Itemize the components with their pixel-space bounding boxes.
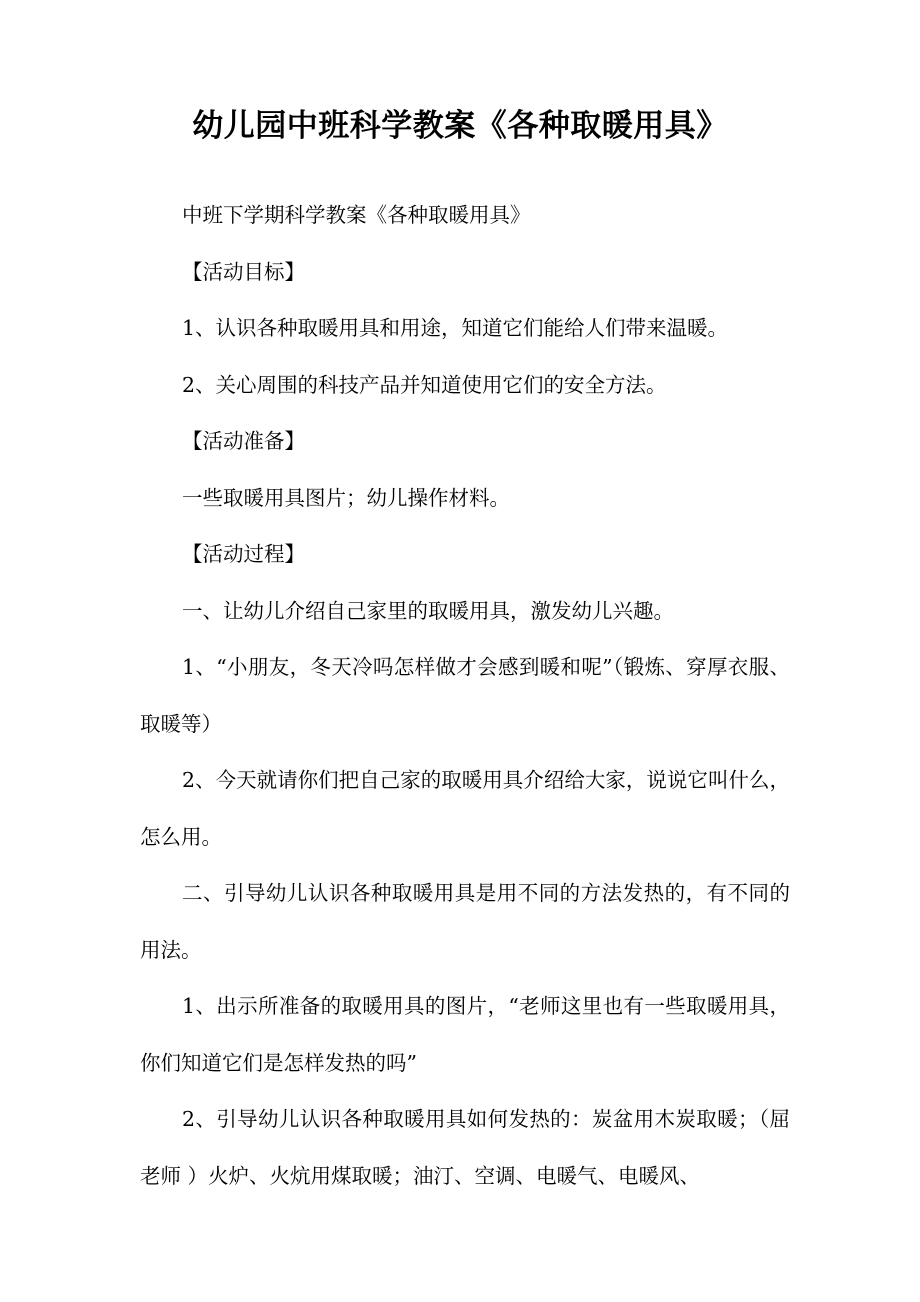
document-body (140, 187, 790, 1204)
paragraph-preparation: 一些取暖用具图片；幼儿操作材料。 (182, 485, 510, 510)
heading-activity-process: 【活动过程】 (182, 542, 305, 566)
paragraph-goal-2: 2、关心周围的科技产品并知道使用它们的安全方法。 (182, 372, 667, 397)
paragraph-step-two: 二、引导幼儿认识各种取暖用具是用不同的方法发热的，有不同的用法。 (140, 881, 790, 962)
paragraph-step-one: 一、让幼儿介绍自己家里的取暖用具，激发幼儿兴趣。 (182, 598, 674, 623)
heading-activity-preparation: 【活动准备】 (182, 429, 305, 453)
paragraph-step-one-1: 1、“小朋友，冬天冷吗怎样做才会感到暖和呢”（锻炼、穿厚衣服、取暖等） (140, 655, 790, 736)
paragraph-step-two-1: 1、出示所准备的取暖用具的图片，“老师这里也有一些取暖用具，你们知道它们是怎样发热的吗” (140, 994, 790, 1075)
paragraph-step-one-2: 2、今天就请你们把自己家的取暖用具介绍给大家，说说它叫什么，怎么用。 (140, 768, 790, 849)
paragraph-step-two-2: 2、引导幼儿认识各种取暖用具如何发热的：炭盆用木炭取暖；（屈老师 ）火炉、火炕用煤取暖；油汀、空调、电暖气、电暖风、 (140, 1107, 790, 1188)
document-title: 幼儿园中班科学教案《各种取暖用具》 (192, 108, 728, 144)
paragraph-goal-1: 1、认识各种取暖用具和用途，知道它们能给人们带来温暖。 (182, 316, 729, 340)
heading-activity-goals: 【活动目标】 (182, 259, 305, 284)
paragraph-subtitle: 中班下学期科学教案《各种取暖用具》 (182, 203, 531, 227)
